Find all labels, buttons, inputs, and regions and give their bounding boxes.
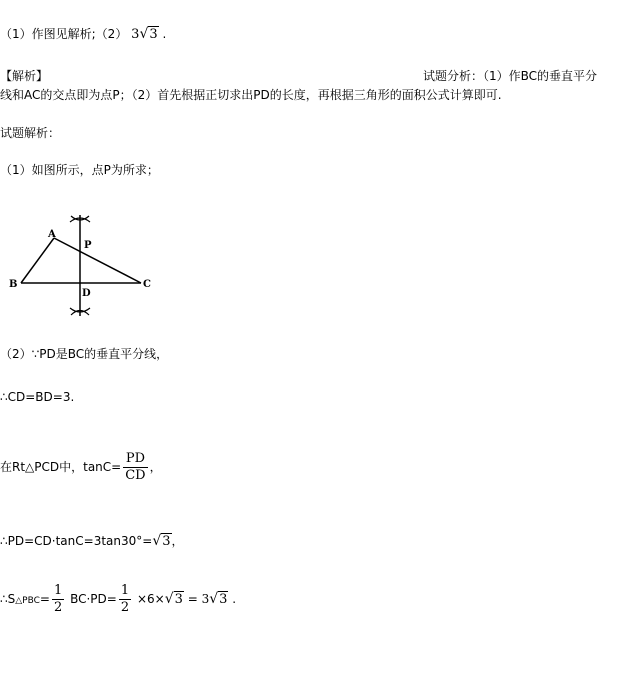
step-2: ∴CD=BD=3. — [0, 390, 75, 404]
step-3-text: 在Rt△PCD中，tanC= — [0, 460, 122, 474]
side-ac — [54, 238, 141, 283]
step-5-mid: BC·PD= — [70, 592, 117, 606]
answer-period: . — [162, 27, 167, 41]
solution-heading: 试题解析： — [0, 126, 61, 140]
label-d: D — [82, 288, 91, 299]
answer-line — [0, 26, 166, 43]
analysis-line2: 线和AC的交点即为点P；（2）首先根据正切求出PD的长度，再根据三角形的面积公式计算即可. — [0, 88, 502, 102]
answer-text: （1）作图见解析;（2） — [0, 27, 128, 41]
analysis-label: 试题分析： — [423, 69, 484, 83]
step-5-times: ×6× — [136, 592, 165, 606]
sqrt-expression: √3 — [139, 26, 158, 42]
step-3-comma: ， — [149, 460, 162, 474]
step-4-comma: ， — [171, 534, 184, 548]
step-5-subscript: △PBC — [15, 596, 40, 606]
step-4-text: ∴PD=CD·tanC=3tan30°= — [0, 534, 153, 548]
label-p: P — [84, 240, 92, 251]
fraction-half-2: $\frac{1}{2}$ — [120, 583, 130, 615]
sqrt-3-a: √3 — [164, 591, 183, 607]
step-5-eq2: = 3 — [187, 592, 210, 606]
label-a: A — [48, 229, 56, 240]
step-5-period: . — [232, 592, 237, 606]
solution-part1: （1）如图所示，点P为所求； — [0, 163, 159, 177]
fraction-half-1: $\frac{1}{2}$ — [53, 583, 63, 615]
sqrt-3: √3 — [152, 533, 171, 549]
answer-coef: 3 — [131, 27, 140, 42]
step-3 — [0, 450, 162, 484]
fraction-pd-cd: $\frac{PD}{CD}$ — [125, 451, 146, 483]
triangle-figure — [0, 210, 170, 325]
analysis-heading: 【解析】 — [0, 69, 49, 83]
step-4 — [0, 533, 184, 550]
label-c: C — [143, 279, 151, 290]
label-b: B — [9, 279, 18, 290]
step-1: （2）∵PD是BC的垂直平分线， — [0, 347, 169, 361]
step-5-s: ∴S — [0, 592, 16, 606]
step-5-eq: = — [39, 592, 50, 606]
analysis-line1: （1）作BC的垂直平分 — [483, 69, 598, 83]
step-5 — [0, 582, 236, 618]
side-ab — [21, 238, 54, 283]
sqrt-3-b: √3 — [209, 591, 228, 607]
analysis-label-line — [423, 68, 597, 84]
